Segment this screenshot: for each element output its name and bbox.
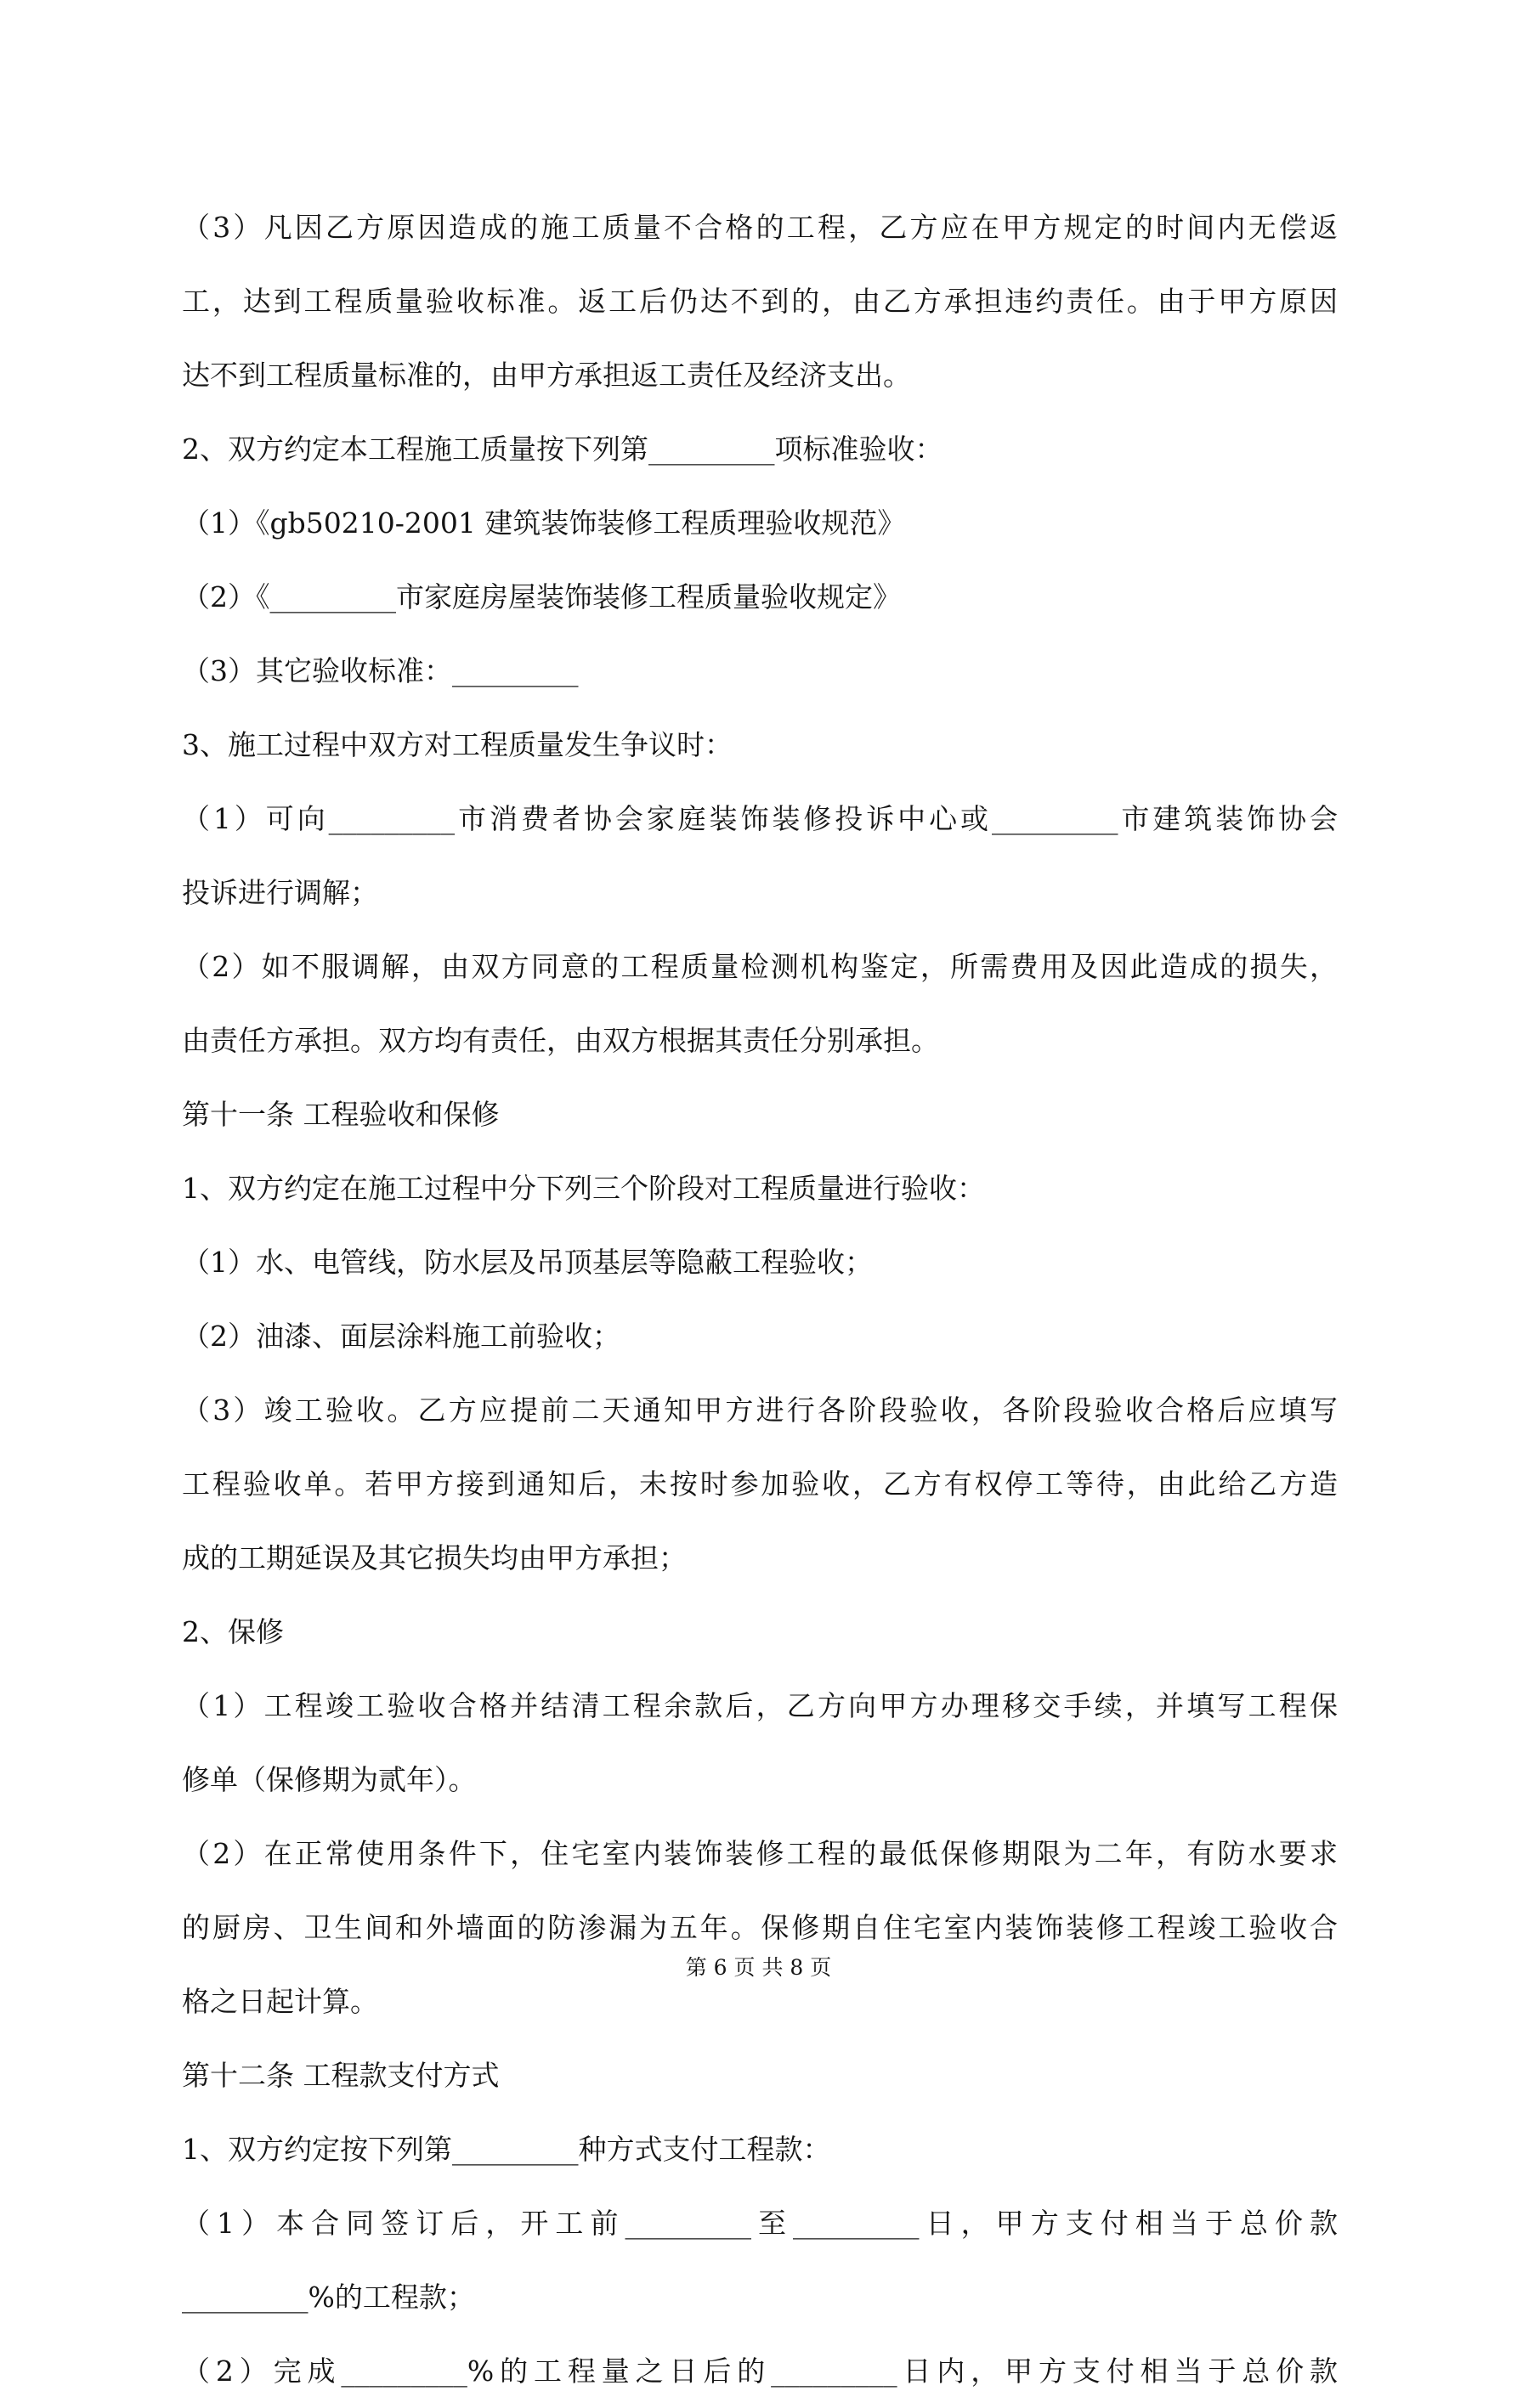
text-line: （1）本合同签订后，开工前_________至_________日，甲方支付相当于总价款 [182, 2207, 1338, 2240]
text-line: 2、保修 [182, 1615, 284, 1648]
text-line: （2）《_________市家庭房屋装饰装修工程质量验收规定》 [182, 580, 901, 613]
text-line: 工程验收单。若甲方接到通知后，未按时参加验收，乙方有权停工等待，由此给乙方造 [182, 1467, 1338, 1501]
text-line: （3）其它验收标准：_________ [182, 654, 579, 687]
text-line: （1）《gb50210-2001 建筑装饰装修工程质理验收规范》 [182, 506, 906, 540]
section-heading: 第十二条 工程款支付方式 [182, 2059, 500, 2092]
text-line: _________%的工程款； [182, 2281, 475, 2314]
text-line: 格之日起计算。 [182, 1985, 378, 2018]
text-line: 1、双方约定按下列第_________种方式支付工程款： [182, 2133, 831, 2166]
text-line: （2）如不服调解，由双方同意的工程质量检测机构鉴定，所需费用及因此造成的损失， [182, 950, 1338, 983]
text-line: （1）工程竣工验收合格并结清工程余款后，乙方向甲方办理移交手续，并填写工程保 [182, 1689, 1338, 1722]
text-line: 投诉进行调解； [182, 876, 378, 909]
text-line: 修单（保修期为贰年）。 [182, 1763, 477, 1796]
section-heading: 第十一条 工程验收和保修 [182, 1098, 500, 1131]
text-line: 由责任方承担。双方均有责任，由双方根据其责任分别承担。 [182, 1024, 939, 1057]
text-line: （2）完成_________%的工程量之日后的_________日内，甲方支付相当于总价款 [182, 2354, 1338, 2388]
text-line: 的厨房、卫生间和外墙面的防渗漏为五年。保修期自住宅室内装饰装修工程竣工验收合 [182, 1911, 1338, 1944]
text-line: （1）水、电管线，防水层及吊顶基层等隐蔽工程验收； [182, 1246, 873, 1279]
text-line: 1、双方约定在施工过程中分下列三个阶段对工程质量进行验收： [182, 1172, 985, 1205]
text-line: 3、施工过程中双方对工程质量发生争议时： [182, 728, 733, 761]
text-line: 2、双方约定本工程施工质量按下列第_________项标准验收： [182, 432, 943, 466]
text-line: 工，达到工程质量验收标准。返工后仍达不到的，由乙方承担违约责任。由于甲方原因 [182, 285, 1338, 318]
contract-body [182, 190, 1338, 2408]
text-line: （2）在正常使用条件下，住宅室内装饰装修工程的最低保修期限为二年，有防水要求 [182, 1837, 1338, 1870]
text-line: （3）竣工验收。乙方应提前二天通知甲方进行各阶段验收，各阶段验收合格后应填写 [182, 1393, 1338, 1427]
text-line: （2）油漆、面层涂料施工前验收； [182, 1320, 620, 1353]
page-number-footer: 第 6 页 共 8 页 [685, 1955, 832, 1980]
text-line: （3）凡因乙方原因造成的施工质量不合格的工程，乙方应在甲方规定的时间内无偿返 [182, 211, 1338, 244]
text-line: （1）可向_________市消费者协会家庭装饰装修投诉中心或_________市建筑装饰协会 [182, 802, 1338, 835]
text-line: 达不到工程质量标准的，由甲方承担返工责任及经济支出。 [182, 359, 911, 392]
text-line: 成的工期延误及其它损失均由甲方承担； [182, 1541, 687, 1574]
